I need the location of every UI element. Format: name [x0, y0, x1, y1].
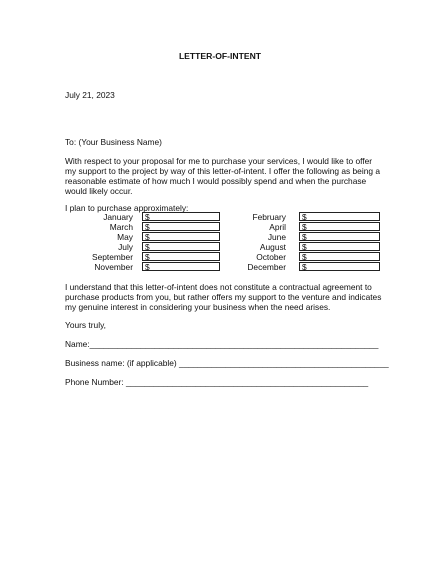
amount-field-september[interactable]	[142, 252, 220, 261]
amount-field-june[interactable]	[299, 232, 380, 241]
month-label: December	[247, 262, 286, 272]
closing: Yours truly,	[65, 320, 106, 330]
amount-field-july[interactable]	[142, 242, 220, 251]
currency-symbol: $	[302, 262, 307, 272]
amount-field-february[interactable]	[299, 212, 380, 221]
month-label: June	[267, 232, 286, 242]
month-label: August	[259, 242, 286, 252]
recipient-line: To: (Your Business Name)	[65, 137, 162, 147]
currency-symbol: $	[145, 252, 150, 262]
amount-field-december[interactable]	[299, 262, 380, 271]
month-label: April	[269, 222, 286, 232]
currency-symbol: $	[302, 222, 307, 232]
amount-field-november[interactable]	[142, 262, 220, 271]
amount-field-august[interactable]	[299, 242, 380, 251]
understanding-paragraph: I understand that this letter-of-intent does not constitute a contractual agreement to purchase products from you, but rather offers my support to the venture and indicates my genuine interest in considering your business when the need arises.	[65, 282, 382, 312]
phone-number-line[interactable]: Phone Number: ____________________________________________________	[65, 377, 369, 387]
amount-field-january[interactable]	[142, 212, 220, 221]
currency-symbol: $	[145, 262, 150, 272]
month-label: July	[118, 242, 133, 252]
month-label: November	[94, 262, 133, 272]
month-label: January	[103, 212, 133, 222]
month-label: May	[117, 232, 133, 242]
plan-label: I plan to purchase approximately:	[65, 203, 189, 213]
currency-symbol: $	[302, 212, 307, 222]
letter-date: July 21, 2023	[65, 90, 115, 100]
name-line[interactable]: Name:______________________________________________________________	[65, 339, 379, 349]
amount-field-april[interactable]	[299, 222, 380, 231]
amount-field-march[interactable]	[142, 222, 220, 231]
currency-symbol: $	[302, 232, 307, 242]
intro-paragraph: With respect to your proposal for me to purchase your services, I would like to offer my support to the project by way of this letter-of-intent. I offer the following as being a reasonable estimate of how much I would possibly spend and when the purchase would likely occur.	[65, 156, 381, 196]
month-label: February	[252, 212, 286, 222]
amount-field-october[interactable]	[299, 252, 380, 261]
business-name-line[interactable]: Business name: (if applicable) _____________________________________________	[65, 358, 389, 368]
month-label: March	[109, 222, 133, 232]
month-label: September	[92, 252, 133, 262]
currency-symbol: $	[145, 242, 150, 252]
currency-symbol: $	[302, 252, 307, 262]
document-title: LETTER-OF-INTENT	[178, 51, 262, 61]
amount-field-may[interactable]	[142, 232, 220, 241]
currency-symbol: $	[145, 212, 150, 222]
currency-symbol: $	[302, 242, 307, 252]
currency-symbol: $	[145, 232, 150, 242]
month-label: October	[256, 252, 286, 262]
currency-symbol: $	[145, 222, 150, 232]
